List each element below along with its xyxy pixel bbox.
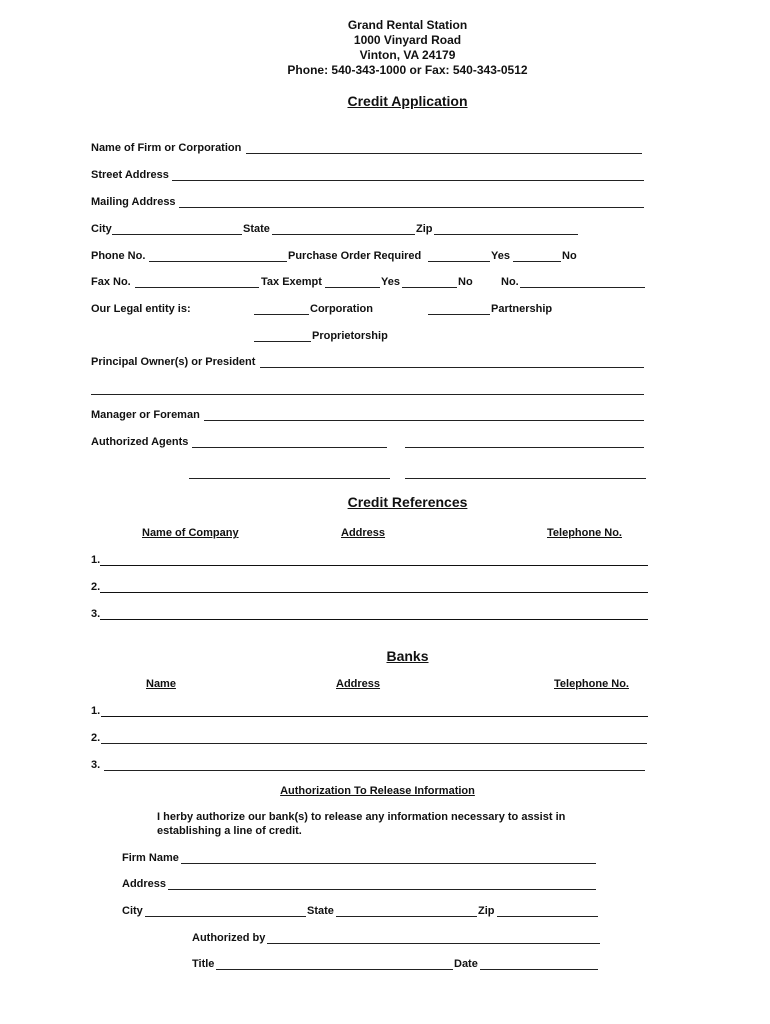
tax-number-label: No. <box>501 276 519 288</box>
phone-label: Phone No. <box>91 250 146 262</box>
partnership-label: Partnership <box>491 303 553 315</box>
firm-name-line[interactable] <box>246 153 642 154</box>
authorized-by-line[interactable] <box>267 943 600 944</box>
auth-date-label: Date <box>454 958 478 970</box>
principal-owner-line-2[interactable] <box>91 394 644 395</box>
po-yes-line[interactable] <box>428 261 490 262</box>
manager-label: Manager or Foreman <box>91 409 200 421</box>
authorized-by-label: Authorized by <box>192 932 266 944</box>
tax-yes-line[interactable] <box>325 287 380 288</box>
form-title: Credit Application <box>347 93 468 109</box>
state-line[interactable] <box>272 234 415 235</box>
auth-title-line[interactable] <box>216 969 453 970</box>
tax-number-line[interactable] <box>520 287 645 288</box>
bank-row-3-label: 3. <box>91 759 101 771</box>
auth-city-label: City <box>122 905 143 917</box>
bank-row-3-line[interactable] <box>104 770 645 771</box>
city-line[interactable] <box>112 234 242 235</box>
company-street: 1000 Vinyard Road <box>353 33 462 47</box>
credit-ref-row-1-line[interactable] <box>100 565 648 566</box>
agent-line-1[interactable] <box>192 447 387 448</box>
po-yes-label: Yes <box>491 250 510 262</box>
tax-exempt-label: Tax Exempt <box>261 276 322 288</box>
agent-line-3[interactable] <box>189 478 390 479</box>
manager-line[interactable] <box>204 420 644 421</box>
bank-row-1-label: 1. <box>91 705 101 717</box>
auth-zip-label: Zip <box>478 905 495 917</box>
po-required-label: Purchase Order Required <box>288 250 422 262</box>
legal-entity-label: Our Legal entity is: <box>91 303 191 315</box>
company-phone-fax: Phone: 540-343-1000 or Fax: 540-343-0512 <box>287 63 528 77</box>
credit-ref-col-telephone: Telephone No. <box>547 527 622 539</box>
company-name: Grand Rental Station <box>347 18 468 32</box>
auth-firm-name-line[interactable] <box>181 863 596 864</box>
auth-date-line[interactable] <box>480 969 598 970</box>
credit-ref-row-2-line[interactable] <box>100 592 648 593</box>
proprietorship-label: Proprietorship <box>312 330 388 342</box>
agent-line-4[interactable] <box>405 478 646 479</box>
authorization-title: Authorization To Release Information <box>280 785 475 797</box>
banks-title: Banks <box>386 648 429 664</box>
phone-line[interactable] <box>149 261 287 262</box>
fax-label: Fax No. <box>91 276 131 288</box>
company-city-state-zip: Vinton, VA 24179 <box>359 48 456 62</box>
mailing-address-label: Mailing Address <box>91 196 176 208</box>
agent-line-2[interactable] <box>405 447 644 448</box>
corporation-line[interactable] <box>254 314 309 315</box>
bank-row-2-label: 2. <box>91 732 101 744</box>
auth-address-label: Address <box>122 878 167 890</box>
auth-state-line[interactable] <box>336 916 477 917</box>
principal-owner-line[interactable] <box>260 367 644 368</box>
auth-address-line[interactable] <box>168 889 596 890</box>
credit-ref-col-address: Address <box>341 527 386 539</box>
credit-ref-col-company: Name of Company <box>142 527 239 539</box>
authorized-agents-label: Authorized Agents <box>91 436 189 448</box>
credit-ref-row-3-label: 3. <box>91 608 101 620</box>
credit-ref-row-3-line[interactable] <box>100 619 648 620</box>
mailing-address-line[interactable] <box>179 207 644 208</box>
street-address-label: Street Address <box>91 169 169 181</box>
authorization-text-line-1: I herby authorize our bank(s) to release any information necessary to assist in <box>157 811 566 823</box>
banks-col-telephone: Telephone No. <box>554 678 629 690</box>
authorization-text-line-2: establishing a line of credit. <box>157 825 302 837</box>
po-no-line[interactable] <box>513 261 561 262</box>
street-address-line[interactable] <box>172 180 644 181</box>
auth-firm-name-label: Firm Name <box>122 852 179 864</box>
auth-title-label: Title <box>192 958 215 970</box>
auth-city-line[interactable] <box>145 916 306 917</box>
principal-owner-label: Principal Owner(s) or President <box>91 356 256 368</box>
city-label: City <box>91 223 112 235</box>
partnership-line[interactable] <box>428 314 490 315</box>
tax-yes-label: Yes <box>381 276 400 288</box>
credit-references-title: Credit References <box>347 494 468 510</box>
tax-no-line[interactable] <box>402 287 457 288</box>
tax-no-label: No <box>458 276 473 288</box>
bank-row-2-line[interactable] <box>101 743 647 744</box>
po-no-label: No <box>562 250 577 262</box>
zip-label: Zip <box>416 223 433 235</box>
proprietorship-line[interactable] <box>254 341 311 342</box>
credit-ref-row-2-label: 2. <box>91 581 101 593</box>
firm-name-label: Name of Firm or Corporation <box>91 142 242 154</box>
auth-zip-line[interactable] <box>497 916 598 917</box>
corporation-label: Corporation <box>310 303 373 315</box>
auth-state-label: State <box>307 905 334 917</box>
bank-row-1-line[interactable] <box>101 716 648 717</box>
banks-col-address: Address <box>336 678 381 690</box>
fax-line[interactable] <box>135 287 259 288</box>
state-label: State <box>243 223 270 235</box>
credit-ref-row-1-label: 1. <box>91 554 101 566</box>
banks-col-name: Name <box>146 678 176 690</box>
zip-line[interactable] <box>434 234 578 235</box>
